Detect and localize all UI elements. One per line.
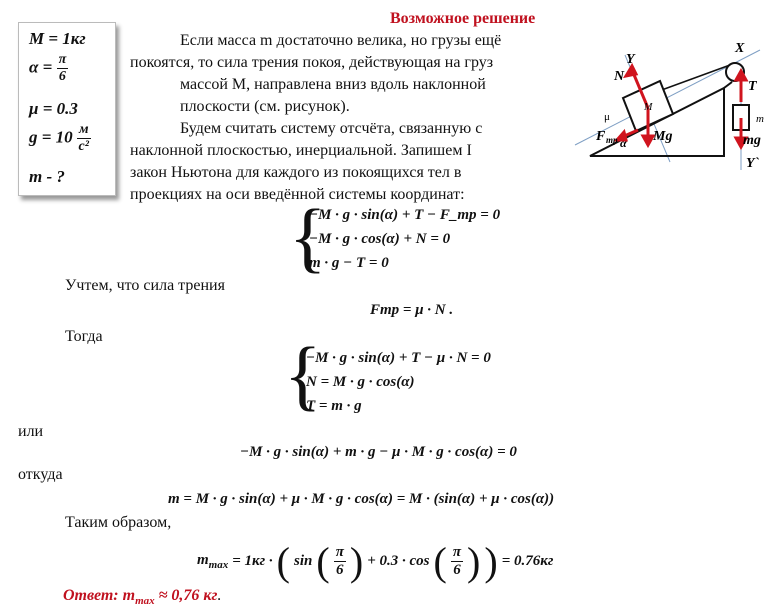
inclined-plane-diagram — [570, 30, 778, 180]
given-alpha — [29, 53, 68, 84]
friction-text: Учтем, что сила трения — [65, 277, 225, 294]
equation: N = M · g · cos(α) — [306, 374, 415, 390]
equation: −M · g · cos(α) + N = 0 — [309, 231, 451, 247]
system-1 — [289, 193, 555, 287]
alpha-den: 6 — [58, 69, 66, 84]
label-Y: Y — [626, 52, 635, 67]
intro-line: проекциях на оси введённой системы координат: — [130, 186, 465, 203]
g-num: м — [78, 122, 89, 137]
then-text: Тогда — [65, 328, 103, 345]
answer-dot: . — [217, 587, 222, 604]
intro-line: плоскости (см. рисунок). — [180, 98, 350, 115]
label-F-sub: тр — [606, 135, 618, 145]
or-text: или — [18, 423, 44, 440]
alpha-lhs: α = — [29, 57, 53, 77]
intro-line: Будем считать систему отсчёта, связанную с — [180, 120, 483, 137]
label-N: N — [614, 69, 625, 84]
brace-icon: { — [284, 331, 322, 418]
label-mg: mg — [743, 133, 761, 148]
intro-line: наклонной плоскостью, инерциальной. Запишем I — [130, 142, 472, 159]
answer — [63, 587, 221, 607]
label-X: X — [735, 41, 745, 56]
given-find: m - ? — [29, 167, 65, 186]
whence-text: откуда — [18, 466, 63, 483]
intro-line: закон Ньютона для каждого из покоящихся тел в — [130, 164, 462, 181]
system-2 — [284, 331, 560, 425]
label-Yprime: Y` — [746, 156, 760, 171]
label-Mg: Mg — [653, 129, 673, 144]
pi: π — [452, 544, 462, 560]
friction-equation: Fтр = μ · N . — [370, 302, 454, 318]
solution-title: Возможное решение — [390, 10, 536, 27]
answer-m: m — [122, 587, 136, 604]
six: 6 — [453, 562, 461, 578]
whence-equation: m = M · g · sin(α) + μ · M · g · cos(α) = M · (sin(α) + μ · cos(α)) — [168, 491, 555, 507]
equation: T = m · g — [306, 398, 362, 414]
sin-fn: sin — [294, 553, 313, 569]
pi: π — [335, 544, 344, 560]
thus-text: Таким образом, — [65, 514, 172, 531]
label-alpha: α — [620, 136, 627, 150]
max-sub: max — [208, 559, 229, 571]
six: 6 — [336, 562, 344, 578]
answer-value: ≈ 0,76 кг — [158, 587, 218, 604]
or-equation: −M · g · sin(α) + m · g − μ · M · g · cos(α) = 0 — [240, 444, 517, 460]
g-den: c² — [78, 139, 89, 154]
g-lhs: g = 10 — [29, 127, 73, 147]
label-M: M — [644, 102, 653, 113]
intro-line: покоятся, то сила трения покоя, действующая на груз — [130, 54, 494, 71]
equation: −M · g · sin(α) + T − F_тр = 0 — [309, 207, 501, 223]
label-m: m — [756, 113, 764, 125]
given-box — [18, 22, 116, 196]
intro-line: массой M, направлена вниз вдоль наклонной — [180, 76, 486, 93]
label-F: F — [596, 129, 606, 144]
answer-label: Ответ: — [63, 587, 119, 604]
final-part1: = 1кг · — [232, 553, 273, 569]
given-g — [29, 123, 91, 154]
final-result: = 0.76кг — [501, 553, 554, 569]
given-mu: μ = 0.3 — [29, 99, 78, 118]
answer-sub: max — [135, 595, 155, 608]
label-T: T — [748, 79, 757, 94]
given-M: M = 1кг — [29, 29, 86, 48]
m-symbol: m — [197, 552, 209, 568]
equation: m · g − T = 0 — [309, 255, 389, 271]
alpha-num: π — [58, 52, 67, 67]
intro-line: Если масса m достаточно велика, но грузы ещё — [180, 32, 502, 49]
equation: −M · g · sin(α) + T − μ · N = 0 — [306, 350, 491, 366]
final-equation: $m_{max}$ = 1кг · ( sin ( $\frac{\pi}{6}$ ) + 0.3 · cos ( $\frac{\pi}{6}$ ) ) = 0.76кг — [197, 539, 554, 584]
final-part2: + 0.3 · cos — [367, 553, 430, 569]
brace-icon: { — [289, 193, 327, 280]
label-mu: μ — [604, 111, 610, 123]
